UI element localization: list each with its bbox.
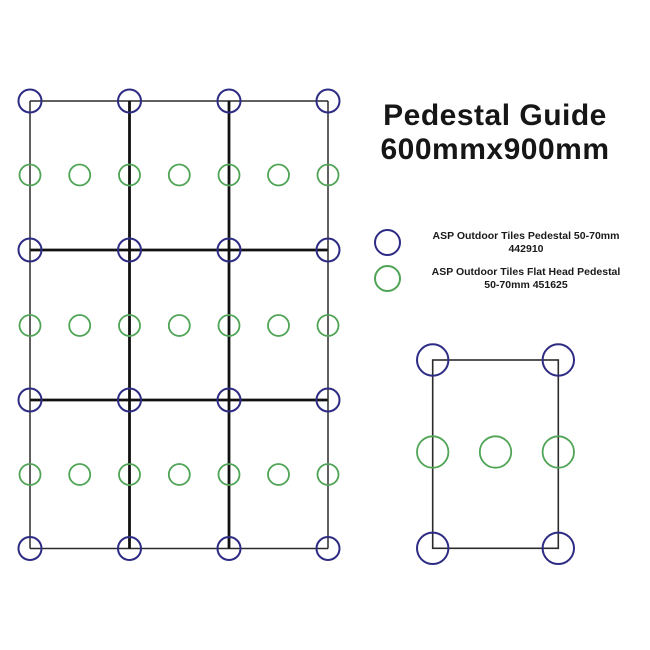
flathead-pedestal-circle <box>169 464 190 485</box>
flathead-pedestal-circle <box>169 315 190 336</box>
legend-item-flat-head-label <box>410 266 642 292</box>
flathead-pedestal-circle <box>69 464 90 485</box>
flathead-pedestal-circle <box>268 464 289 485</box>
single-tile-diagram <box>417 344 574 564</box>
flathead-pedestal-circle <box>69 315 90 336</box>
legend-item-flat-head-pedestal <box>374 265 642 292</box>
legend-pedestal-line-1: ASP Outdoor Tiles Pedestal 50-70mm <box>432 229 620 242</box>
flathead-pedestal-circle <box>268 315 289 336</box>
legend-flathead-line-1: ASP Outdoor Tiles Flat Head Pedestal <box>431 265 621 278</box>
flathead-pedestal-circle <box>480 436 511 467</box>
legend-pedestal-line-2: 442910 <box>508 242 544 255</box>
page-title <box>362 99 628 167</box>
legend-item-pedestal-label <box>410 230 642 256</box>
flat-head-pedestal-circle-icon <box>374 265 401 292</box>
tile-outline <box>433 360 559 548</box>
title-line-2: 600mmx900mm <box>380 133 610 166</box>
flathead-pedestal-circle <box>69 165 90 186</box>
main-grid-diagram <box>19 90 340 561</box>
flathead-pedestal-circle <box>169 165 190 186</box>
pedestal-circle-icon <box>374 229 401 256</box>
legend-flathead-line-2: 50-70mm 451625 <box>484 278 568 291</box>
title-line-1: Pedestal Guide <box>383 99 607 132</box>
legend <box>374 229 642 301</box>
flathead-pedestal-circle <box>268 165 289 186</box>
legend-item-pedestal <box>374 229 642 256</box>
